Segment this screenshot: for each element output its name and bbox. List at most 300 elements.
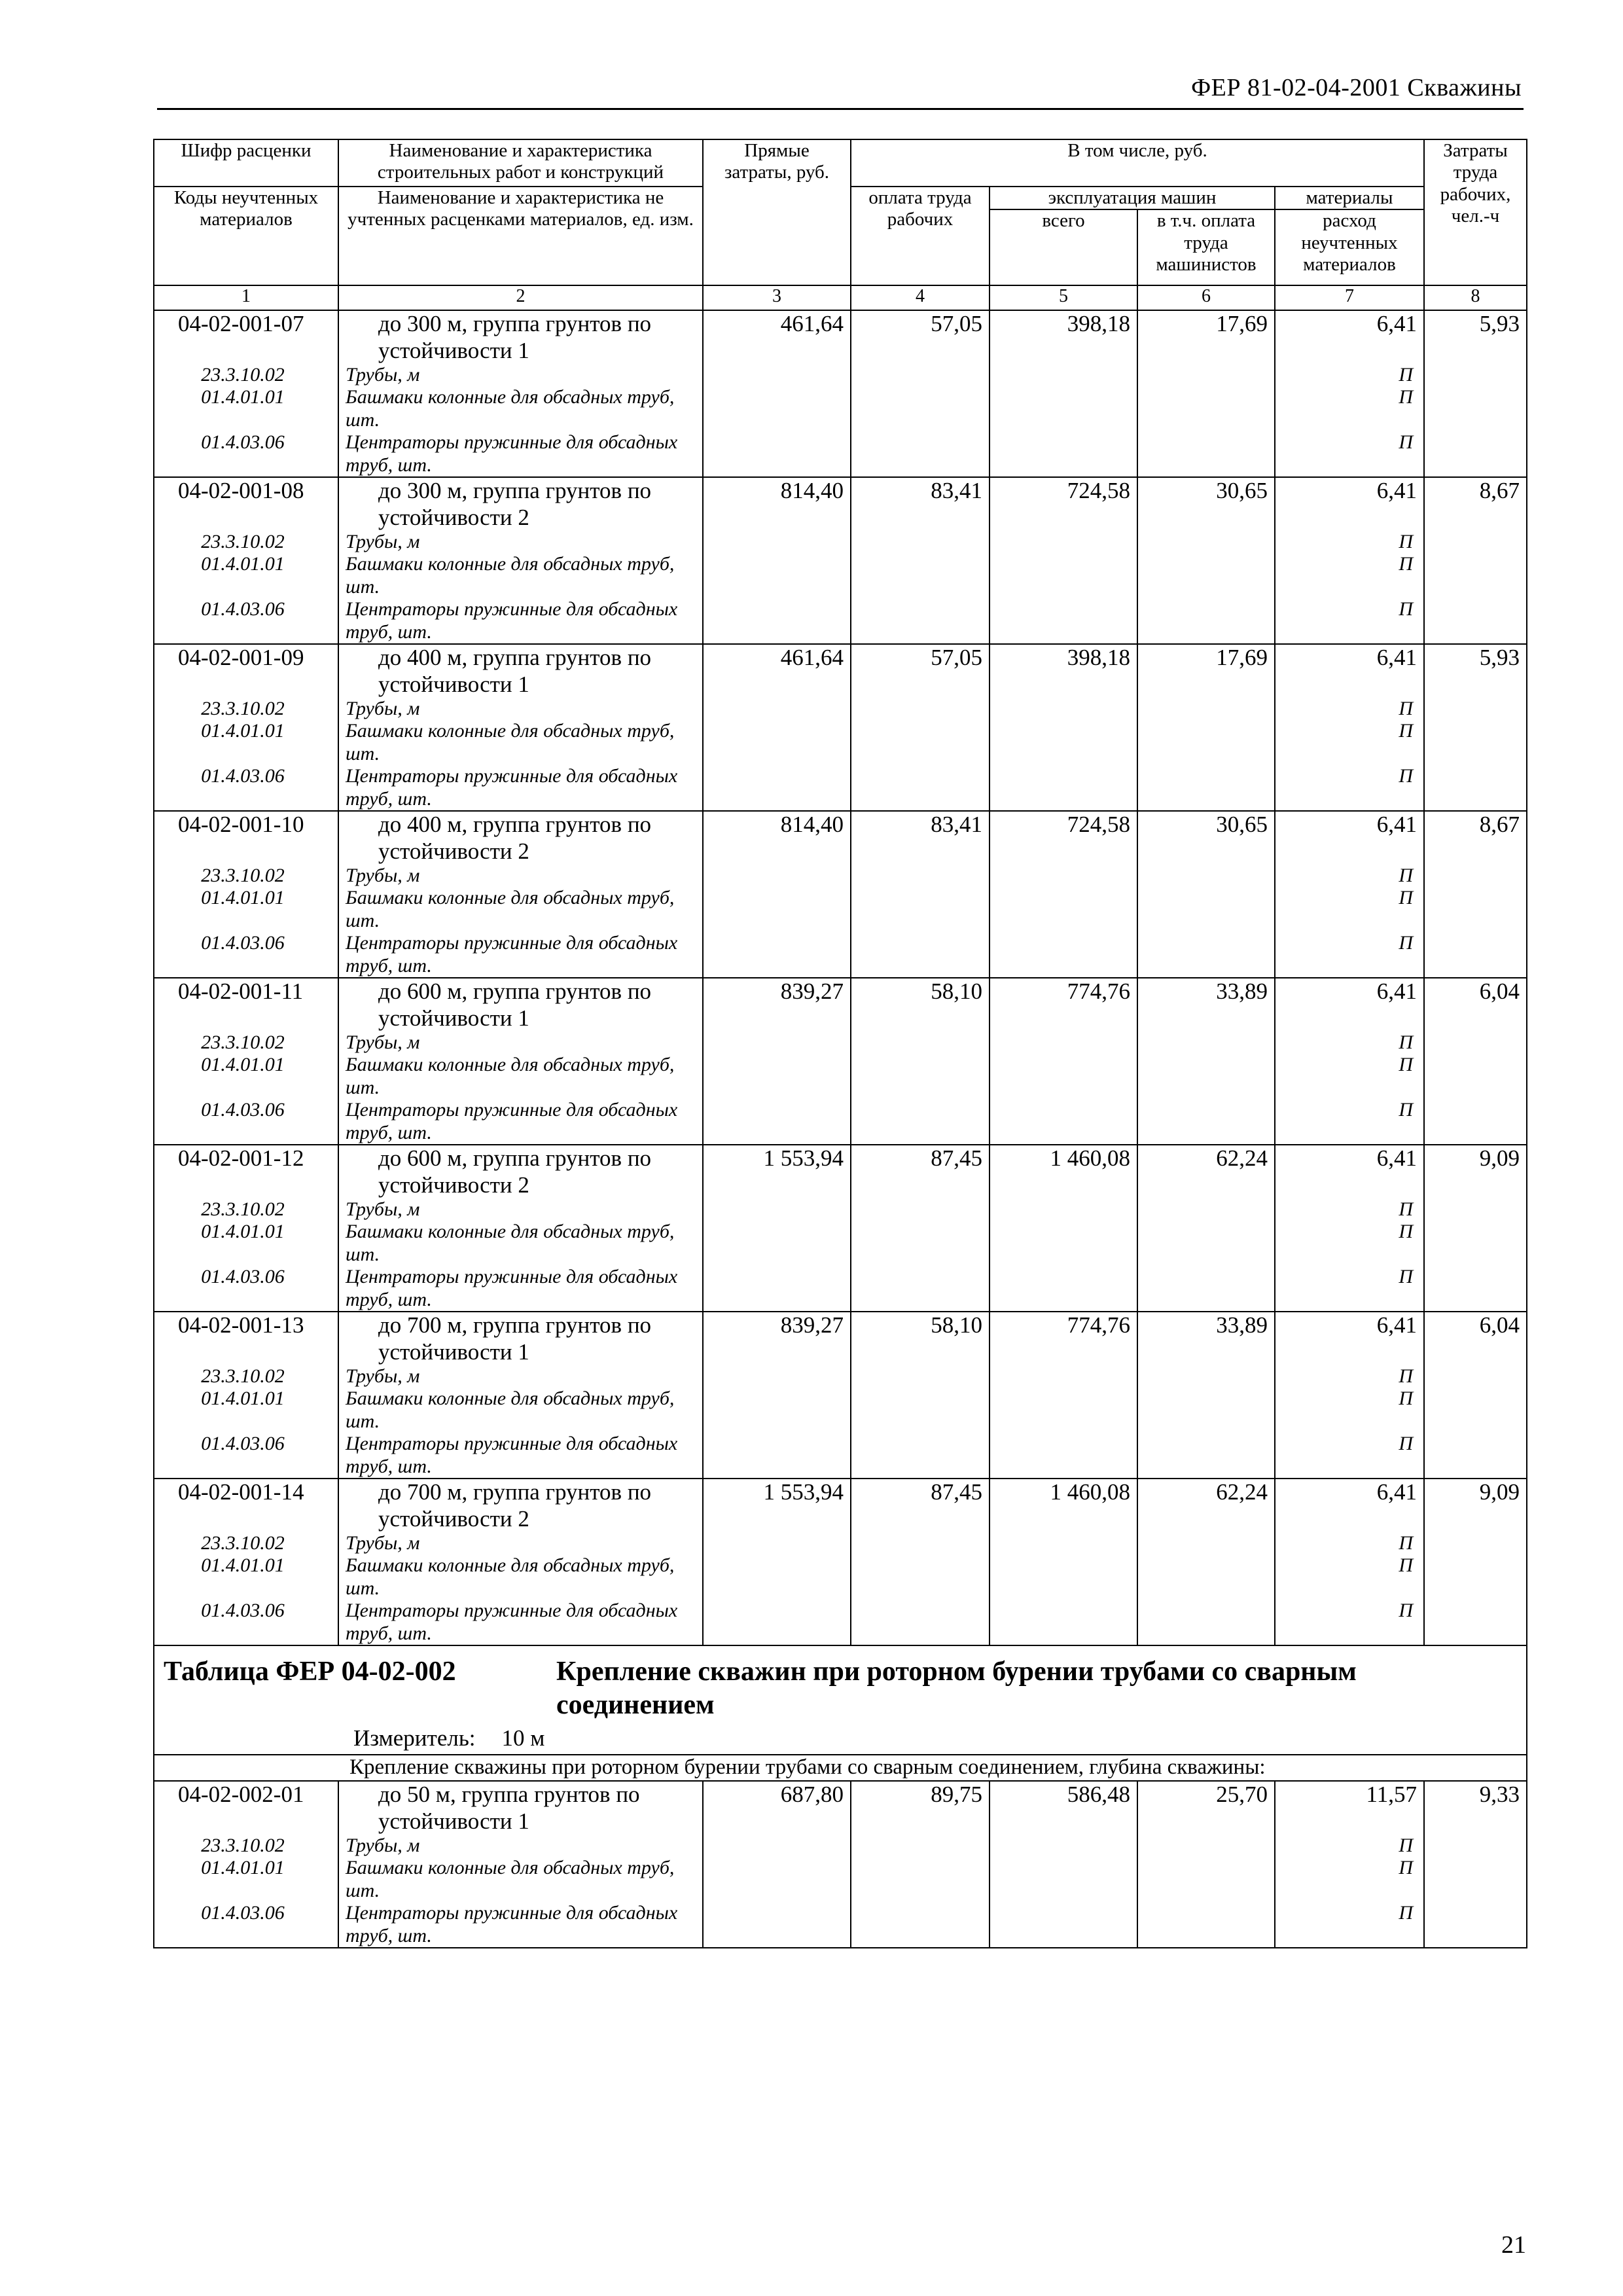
rate-machines: 586,48 xyxy=(990,1781,1137,1835)
empty-cell xyxy=(990,1835,1137,1857)
material-mark: П xyxy=(1275,1532,1424,1555)
material-mark: П xyxy=(1275,364,1424,387)
empty-cell xyxy=(703,765,851,811)
material-code: 01.4.01.01 xyxy=(154,386,338,431)
empty-cell xyxy=(703,865,851,888)
rate-name: до 300 м, группа грунтов по устойчивости 1 xyxy=(338,310,703,364)
empty-cell xyxy=(703,887,851,932)
empty-cell xyxy=(1137,1835,1275,1857)
material-code: 23.3.10.02 xyxy=(154,1365,338,1388)
rate-hours: 9,09 xyxy=(1424,1479,1527,1532)
material-name: Башмаки колонные для обсадных труб, шт. xyxy=(338,1554,703,1600)
material-mark: П xyxy=(1275,720,1424,765)
empty-cell xyxy=(990,1099,1137,1145)
column-number: 5 xyxy=(990,285,1137,310)
rate-hours: 8,67 xyxy=(1424,477,1527,531)
material-row xyxy=(154,1600,1527,1645)
empty-cell xyxy=(990,1857,1137,1902)
empty-cell xyxy=(851,1221,990,1266)
header-material-codes: Коды неучтенных материалов xyxy=(154,187,338,285)
measure-line xyxy=(353,1725,1520,1751)
empty-cell xyxy=(1424,1388,1527,1433)
rate-labor: 83,41 xyxy=(851,811,990,865)
material-row xyxy=(154,1099,1527,1145)
empty-cell xyxy=(990,1054,1137,1099)
material-mark: П xyxy=(1275,553,1424,598)
empty-cell xyxy=(1424,598,1527,644)
rate-code: 04-02-001-11 xyxy=(154,978,338,1031)
empty-cell xyxy=(851,1266,990,1312)
rate-code: 04-02-001-14 xyxy=(154,1479,338,1532)
material-name: Центраторы пружинные для обсадных труб, шт. xyxy=(338,932,703,978)
rate-labor: 57,05 xyxy=(851,644,990,698)
material-mark: П xyxy=(1275,1266,1424,1312)
empty-cell xyxy=(990,1600,1137,1645)
empty-cell xyxy=(1137,1532,1275,1555)
rate-labor: 89,75 xyxy=(851,1781,990,1835)
table-description-row xyxy=(154,1755,1527,1781)
rate-materials: 6,41 xyxy=(1275,1145,1424,1198)
rate-labor: 58,10 xyxy=(851,1312,990,1365)
rate-operators: 17,69 xyxy=(1137,310,1275,364)
material-mark: П xyxy=(1275,531,1424,554)
rate-labor: 87,45 xyxy=(851,1479,990,1532)
empty-cell xyxy=(1137,1099,1275,1145)
empty-cell xyxy=(851,364,990,387)
empty-cell xyxy=(703,364,851,387)
material-row xyxy=(154,720,1527,765)
table-heading-row xyxy=(154,1645,1527,1755)
empty-cell xyxy=(1137,765,1275,811)
empty-cell xyxy=(990,364,1137,387)
material-name: Центраторы пружинные для обсадных труб, шт. xyxy=(338,598,703,644)
empty-cell xyxy=(703,1099,851,1145)
empty-cell xyxy=(703,1532,851,1555)
rate-direct: 839,27 xyxy=(703,978,851,1031)
rate-operators: 62,24 xyxy=(1137,1479,1275,1532)
rate-machines: 724,58 xyxy=(990,811,1137,865)
header-machines: эксплуатация машин xyxy=(990,187,1275,209)
material-code: 01.4.01.01 xyxy=(154,1554,338,1600)
empty-cell xyxy=(851,720,990,765)
material-row xyxy=(154,1031,1527,1054)
rate-row xyxy=(154,978,1527,1031)
header-labor-hours: Затраты труда рабочих, чел.-ч xyxy=(1424,139,1527,285)
rate-direct: 461,64 xyxy=(703,644,851,698)
header-labor-pay: оплата труда рабочих xyxy=(851,187,990,285)
table-title-line xyxy=(164,1655,1520,1721)
empty-cell xyxy=(851,1532,990,1555)
empty-cell xyxy=(851,1554,990,1600)
empty-cell xyxy=(1424,887,1527,932)
rate-labor: 58,10 xyxy=(851,978,990,1031)
empty-cell xyxy=(703,598,851,644)
empty-cell xyxy=(851,1835,990,1857)
empty-cell xyxy=(851,386,990,431)
material-row xyxy=(154,1365,1527,1388)
empty-cell xyxy=(1424,531,1527,554)
empty-cell xyxy=(1137,1554,1275,1600)
rate-code: 04-02-001-10 xyxy=(154,811,338,865)
material-row xyxy=(154,598,1527,644)
header-machines-total: всего xyxy=(990,209,1137,285)
rate-machines: 1 460,08 xyxy=(990,1145,1137,1198)
empty-cell xyxy=(990,1433,1137,1479)
empty-cell xyxy=(1424,1054,1527,1099)
material-name: Башмаки колонные для обсадных труб, шт. xyxy=(338,887,703,932)
material-mark: П xyxy=(1275,698,1424,721)
material-mark: П xyxy=(1275,1099,1424,1145)
rate-materials: 6,41 xyxy=(1275,310,1424,364)
material-code: 23.3.10.02 xyxy=(154,698,338,721)
rate-direct: 1 553,94 xyxy=(703,1479,851,1532)
empty-cell xyxy=(1137,1266,1275,1312)
material-name: Центраторы пружинные для обсадных труб, шт. xyxy=(338,765,703,811)
empty-cell xyxy=(990,386,1137,431)
material-code: 01.4.03.06 xyxy=(154,932,338,978)
empty-cell xyxy=(1424,1221,1527,1266)
empty-cell xyxy=(1424,765,1527,811)
material-row xyxy=(154,932,1527,978)
empty-cell xyxy=(990,553,1137,598)
empty-cell xyxy=(1137,1031,1275,1054)
empty-cell xyxy=(1137,431,1275,477)
material-row xyxy=(154,1857,1527,1902)
material-mark: П xyxy=(1275,1902,1424,1948)
rate-materials: 11,57 xyxy=(1275,1781,1424,1835)
material-name: Трубы, м xyxy=(338,1198,703,1221)
header-divider xyxy=(157,108,1524,110)
measure-value: 10 м xyxy=(501,1725,545,1751)
material-mark: П xyxy=(1275,1031,1424,1054)
empty-cell xyxy=(703,1365,851,1388)
material-mark: П xyxy=(1275,1388,1424,1433)
material-row xyxy=(154,887,1527,932)
material-row xyxy=(154,1266,1527,1312)
material-name: Трубы, м xyxy=(338,698,703,721)
material-row xyxy=(154,1198,1527,1221)
material-code: 01.4.03.06 xyxy=(154,1600,338,1645)
material-mark: П xyxy=(1275,598,1424,644)
material-row xyxy=(154,1554,1527,1600)
material-name: Трубы, м xyxy=(338,531,703,554)
material-mark: П xyxy=(1275,1198,1424,1221)
column-number: 7 xyxy=(1275,285,1424,310)
rate-row xyxy=(154,644,1527,698)
rate-name: до 400 м, группа грунтов по устойчивости 1 xyxy=(338,644,703,698)
empty-cell xyxy=(703,1433,851,1479)
empty-cell xyxy=(851,932,990,978)
empty-cell xyxy=(703,1388,851,1433)
empty-cell xyxy=(703,1835,851,1857)
column-number: 2 xyxy=(338,285,703,310)
empty-cell xyxy=(1424,1857,1527,1902)
empty-cell xyxy=(703,1554,851,1600)
rate-name: до 400 м, группа грунтов по устойчивости 2 xyxy=(338,811,703,865)
empty-cell xyxy=(703,1031,851,1054)
empty-cell xyxy=(1424,1554,1527,1600)
rate-labor: 87,45 xyxy=(851,1145,990,1198)
material-row xyxy=(154,1835,1527,1857)
rate-name: до 700 м, группа грунтов по устойчивости 2 xyxy=(338,1479,703,1532)
empty-cell xyxy=(851,553,990,598)
rate-row xyxy=(154,811,1527,865)
material-name: Башмаки колонные для обсадных труб, шт. xyxy=(338,553,703,598)
rate-direct: 461,64 xyxy=(703,310,851,364)
material-name: Центраторы пружинные для обсадных труб, шт. xyxy=(338,1266,703,1312)
empty-cell xyxy=(851,1388,990,1433)
material-mark: П xyxy=(1275,1433,1424,1479)
material-name: Башмаки колонные для обсадных труб, шт. xyxy=(338,1857,703,1902)
material-row xyxy=(154,531,1527,554)
material-code: 01.4.01.01 xyxy=(154,1857,338,1902)
material-code: 01.4.03.06 xyxy=(154,598,338,644)
material-code: 01.4.03.06 xyxy=(154,1902,338,1948)
header-direct-costs: Прямые затраты, руб. xyxy=(703,139,851,285)
material-code: 23.3.10.02 xyxy=(154,1198,338,1221)
material-name: Центраторы пружинные для обсадных труб, шт. xyxy=(338,1600,703,1645)
empty-cell xyxy=(1137,1221,1275,1266)
empty-cell xyxy=(990,1365,1137,1388)
empty-cell xyxy=(703,386,851,431)
header-material-names: Наименование и характеристика не учтенных расценками материалов, ед. изм. xyxy=(338,187,703,285)
rate-hours: 6,04 xyxy=(1424,978,1527,1031)
empty-cell xyxy=(1137,720,1275,765)
rate-operators: 33,89 xyxy=(1137,1312,1275,1365)
empty-cell xyxy=(1424,1266,1527,1312)
empty-cell xyxy=(1424,1600,1527,1645)
rate-operators: 62,24 xyxy=(1137,1145,1275,1198)
rate-operators: 30,65 xyxy=(1137,811,1275,865)
material-row xyxy=(154,1221,1527,1266)
material-code: 01.4.01.01 xyxy=(154,1054,338,1099)
rate-name: до 50 м, группа грунтов по устойчивости 1 xyxy=(338,1781,703,1835)
table-title: Крепление скважин при роторном бурении трубами со сварным соединением xyxy=(556,1657,1357,1720)
table-code: Таблица ФЕР 04-02-002 xyxy=(164,1657,456,1687)
rate-row xyxy=(154,1145,1527,1198)
material-code: 23.3.10.02 xyxy=(154,1532,338,1555)
material-mark: П xyxy=(1275,1554,1424,1600)
rate-materials: 6,41 xyxy=(1275,811,1424,865)
rate-materials: 6,41 xyxy=(1275,644,1424,698)
rate-machines: 1 460,08 xyxy=(990,1479,1137,1532)
rate-operators: 17,69 xyxy=(1137,644,1275,698)
document-header-title: ФЕР 81-02-04-2001 Скважины xyxy=(1191,74,1522,101)
material-name: Башмаки колонные для обсадных труб, шт. xyxy=(338,1388,703,1433)
empty-cell xyxy=(1424,1099,1527,1145)
empty-cell xyxy=(703,1902,851,1948)
material-mark: П xyxy=(1275,386,1424,431)
page-number: 21 xyxy=(1501,2231,1526,2259)
empty-cell xyxy=(703,1054,851,1099)
rate-direct: 687,80 xyxy=(703,1781,851,1835)
material-code: 01.4.01.01 xyxy=(154,1221,338,1266)
column-number: 3 xyxy=(703,285,851,310)
rate-hours: 6,04 xyxy=(1424,1312,1527,1365)
empty-cell xyxy=(990,720,1137,765)
rate-materials: 6,41 xyxy=(1275,1312,1424,1365)
empty-cell xyxy=(703,1857,851,1902)
material-code: 23.3.10.02 xyxy=(154,1835,338,1857)
empty-cell xyxy=(1424,1835,1527,1857)
empty-cell xyxy=(1137,553,1275,598)
material-name: Трубы, м xyxy=(338,1365,703,1388)
material-mark: П xyxy=(1275,887,1424,932)
empty-cell xyxy=(851,887,990,932)
rate-operators: 25,70 xyxy=(1137,1781,1275,1835)
empty-cell xyxy=(990,1198,1137,1221)
empty-cell xyxy=(1137,531,1275,554)
empty-cell xyxy=(851,1099,990,1145)
empty-cell xyxy=(1137,1433,1275,1479)
rate-materials: 6,41 xyxy=(1275,477,1424,531)
empty-cell xyxy=(1424,1532,1527,1555)
material-row xyxy=(154,1532,1527,1555)
empty-cell xyxy=(851,1902,990,1948)
material-row xyxy=(154,386,1527,431)
empty-cell xyxy=(1424,1365,1527,1388)
empty-cell xyxy=(851,698,990,721)
material-code: 23.3.10.02 xyxy=(154,1031,338,1054)
material-mark: П xyxy=(1275,1221,1424,1266)
rate-name: до 600 м, группа грунтов по устойчивости 2 xyxy=(338,1145,703,1198)
material-row xyxy=(154,1902,1527,1948)
empty-cell xyxy=(1137,1902,1275,1948)
material-name: Трубы, м xyxy=(338,1532,703,1555)
empty-cell xyxy=(1137,364,1275,387)
empty-cell xyxy=(851,865,990,888)
material-code: 01.4.01.01 xyxy=(154,720,338,765)
rate-machines: 724,58 xyxy=(990,477,1137,531)
empty-cell xyxy=(851,431,990,477)
header-operators-pay: в т.ч. оплата труда машинистов xyxy=(1137,209,1275,285)
material-name: Башмаки колонные для обсадных труб, шт. xyxy=(338,1054,703,1099)
empty-cell xyxy=(851,598,990,644)
rate-hours: 8,67 xyxy=(1424,811,1527,865)
column-numbers-row xyxy=(154,285,1527,310)
rate-materials: 6,41 xyxy=(1275,978,1424,1031)
empty-cell xyxy=(1137,1388,1275,1433)
empty-cell xyxy=(990,1221,1137,1266)
material-code: 01.4.03.06 xyxy=(154,1266,338,1312)
table-heading xyxy=(154,1645,1527,1755)
empty-cell xyxy=(990,1532,1137,1555)
material-mark: П xyxy=(1275,1600,1424,1645)
rate-operators: 33,89 xyxy=(1137,978,1275,1031)
empty-cell xyxy=(990,1031,1137,1054)
rate-operators: 30,65 xyxy=(1137,477,1275,531)
rate-hours: 5,93 xyxy=(1424,310,1527,364)
header-including: В том числе, руб. xyxy=(851,139,1424,187)
material-name: Центраторы пружинные для обсадных труб, шт. xyxy=(338,1099,703,1145)
rate-name: до 600 м, группа грунтов по устойчивости 1 xyxy=(338,978,703,1031)
empty-cell xyxy=(851,531,990,554)
material-mark: П xyxy=(1275,1835,1424,1857)
empty-cell xyxy=(1424,932,1527,978)
empty-cell xyxy=(1137,1857,1275,1902)
rate-direct: 1 553,94 xyxy=(703,1145,851,1198)
header-unaccounted-materials: расход неучтенных материалов xyxy=(1275,209,1424,285)
empty-cell xyxy=(1137,1600,1275,1645)
rate-labor: 57,05 xyxy=(851,310,990,364)
material-code: 23.3.10.02 xyxy=(154,364,338,387)
rate-code: 04-02-001-07 xyxy=(154,310,338,364)
rate-row xyxy=(154,310,1527,364)
material-name: Центраторы пружинные для обсадных труб, шт. xyxy=(338,1433,703,1479)
material-mark: П xyxy=(1275,431,1424,477)
empty-cell xyxy=(990,1388,1137,1433)
material-code: 01.4.01.01 xyxy=(154,1388,338,1433)
empty-cell xyxy=(703,1221,851,1266)
empty-cell xyxy=(703,1600,851,1645)
material-row xyxy=(154,1433,1527,1479)
empty-cell xyxy=(1424,720,1527,765)
empty-cell xyxy=(1424,1433,1527,1479)
empty-cell xyxy=(1424,1902,1527,1948)
empty-cell xyxy=(851,765,990,811)
empty-cell xyxy=(990,765,1137,811)
material-code: 01.4.03.06 xyxy=(154,1099,338,1145)
rate-hours: 9,09 xyxy=(1424,1145,1527,1198)
material-name: Башмаки колонные для обсадных труб, шт. xyxy=(338,720,703,765)
empty-cell xyxy=(1424,698,1527,721)
empty-cell xyxy=(851,1365,990,1388)
material-row xyxy=(154,553,1527,598)
empty-cell xyxy=(1137,1198,1275,1221)
material-row xyxy=(154,431,1527,477)
material-name: Трубы, м xyxy=(338,1031,703,1054)
empty-cell xyxy=(851,1054,990,1099)
rate-materials: 6,41 xyxy=(1275,1479,1424,1532)
empty-cell xyxy=(703,932,851,978)
measure-label: Измеритель: xyxy=(353,1725,476,1751)
material-row xyxy=(154,1054,1527,1099)
empty-cell xyxy=(990,1902,1137,1948)
material-code: 01.4.03.06 xyxy=(154,765,338,811)
rate-hours: 5,93 xyxy=(1424,644,1527,698)
material-row xyxy=(154,765,1527,811)
empty-cell xyxy=(1137,865,1275,888)
empty-cell xyxy=(703,698,851,721)
rate-code: 04-02-001-12 xyxy=(154,1145,338,1198)
material-mark: П xyxy=(1275,932,1424,978)
header-code: Шифр расценки xyxy=(154,139,338,187)
price-table xyxy=(153,139,1527,1948)
column-number: 8 xyxy=(1424,285,1527,310)
empty-cell xyxy=(1424,553,1527,598)
rate-machines: 774,76 xyxy=(990,978,1137,1031)
material-mark: П xyxy=(1275,1857,1424,1902)
rate-machines: 398,18 xyxy=(990,644,1137,698)
empty-cell xyxy=(851,1433,990,1479)
rate-code: 04-02-001-09 xyxy=(154,644,338,698)
empty-cell xyxy=(703,431,851,477)
empty-cell xyxy=(1424,1198,1527,1221)
material-row xyxy=(154,698,1527,721)
material-row xyxy=(154,1388,1527,1433)
rate-row xyxy=(154,1781,1527,1835)
material-mark: П xyxy=(1275,765,1424,811)
empty-cell xyxy=(703,553,851,598)
rate-machines: 774,76 xyxy=(990,1312,1137,1365)
empty-cell xyxy=(851,1031,990,1054)
empty-cell xyxy=(990,531,1137,554)
material-mark: П xyxy=(1275,865,1424,888)
material-code: 01.4.01.01 xyxy=(154,887,338,932)
empty-cell xyxy=(1137,698,1275,721)
header-work-name: Наименование и характеристика строительных работ и конструкций xyxy=(338,139,703,187)
empty-cell xyxy=(990,865,1137,888)
